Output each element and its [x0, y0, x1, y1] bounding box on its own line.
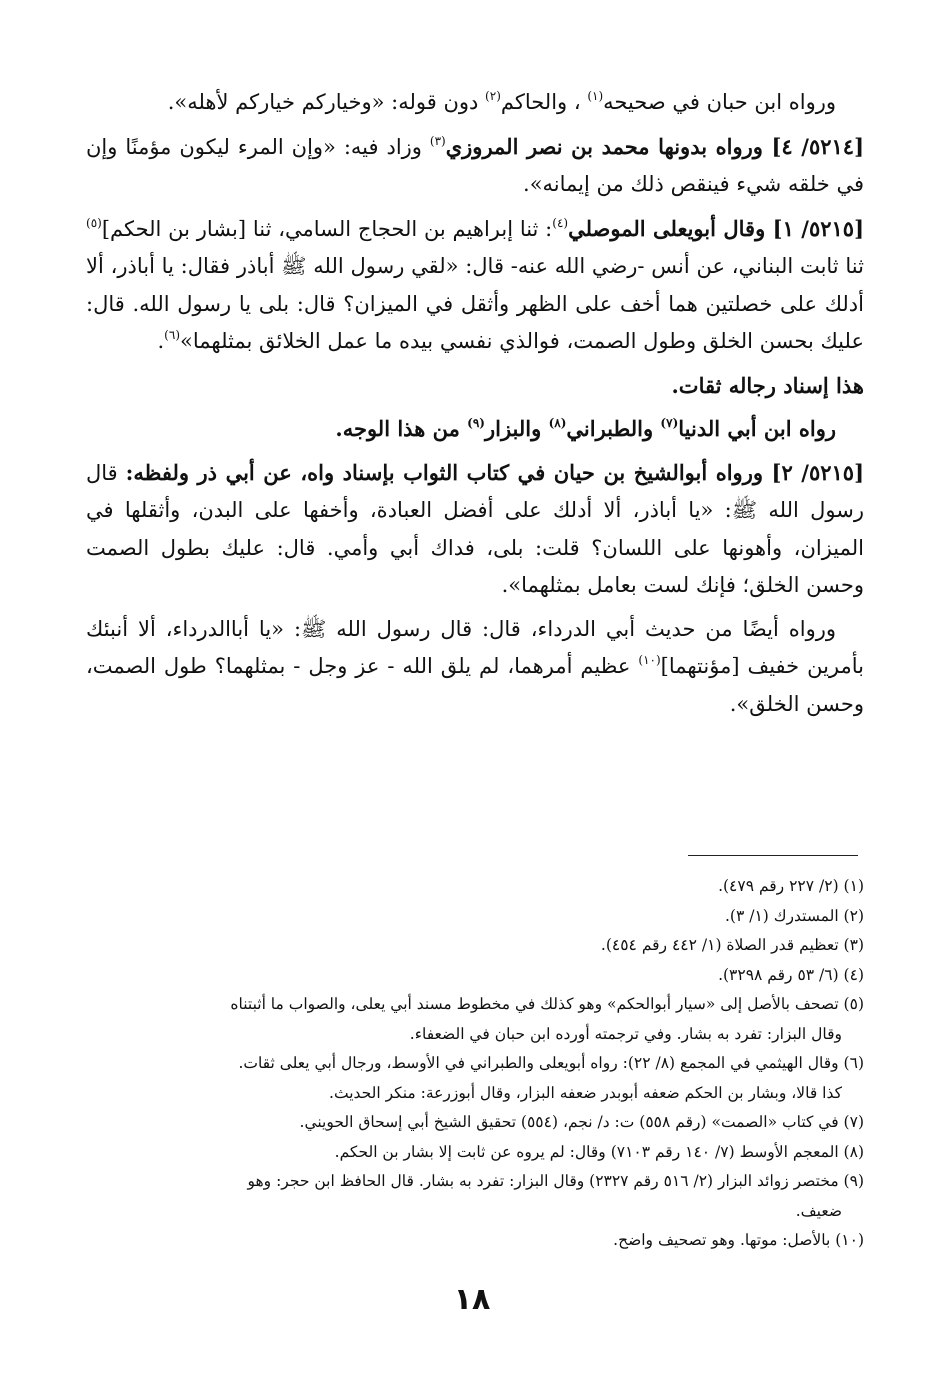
footnote-ref-9[interactable]: (٩)	[467, 416, 485, 430]
page-body	[86, 84, 864, 723]
footnote-separator	[688, 855, 858, 856]
footnote-ref-8[interactable]: (٨)	[548, 416, 567, 430]
paragraph-4-grading: هذا إسناد رجاله ثقات.	[671, 372, 864, 398]
footnote-ref-5[interactable]: (٥)	[86, 215, 102, 230]
footnote-6-continued: كذا قالا، وبشار بن الحكم ضعفه أبوبدر ضعفه البزار، وقال أبوزرعة: منكر الحديث.	[329, 1083, 842, 1102]
page-number: ١٨	[453, 1282, 491, 1317]
footnote-9: (٩) مختصر زوائد البزار (٢/ ٥١٦ رقم ٢٣٢٧) وقال البزار: تفرد به بشار. قال الحافظ ابن حجر: وهو	[247, 1172, 864, 1190]
footnote-4: (٤) (٦/ ٥٣ رقم ٣٢٩٨).	[718, 965, 864, 984]
footnote-ref-3[interactable]: (٣)	[429, 133, 446, 148]
footnote-3: (٣) تعظيم قدر الصلاة (١/ ٤٤٢ رقم ٤٥٤).	[600, 936, 864, 954]
paragraph-1: ورواه ابن حبان في صحيحه$^{(١)}$ ، والحاكم$^{(٢)}$ دون قوله: «وخياركم خياركم لأهله».	[167, 89, 836, 114]
footnotes	[86, 872, 864, 1256]
paragraph-7: ورواه أيضًا من حديث أبي الدرداء، قال: قال رسول الله ﷺ: «يا أباالدرداء، ألا أنبئك بأمرين خفيف [مؤنتهما]$^{(١٠)}$ عظيم أمرهما، لم يلق الله - عز وجل - بمثلهما؟ طول الصمت، وحسن الخلق».	[86, 616, 865, 716]
footnote-5: (٥) تصحف بالأصل إلى «سيار أبوالحكم» وهو كذلك في مخطوط مسند أبي يعلى، والصواب ما أثبتناه	[230, 995, 864, 1013]
footnote-8: (٨) المعجم الأوسط (٧/ ١٤٠ رقم ٧١٠٣) وقال: لم يروه عن ثابت إلا بشار بن الحكم.	[334, 1142, 864, 1161]
footnote-ref-6[interactable]: (٦)	[164, 328, 180, 342]
paragraph-5: رواه ابن أبي الدنيا$^{(٧)}$ والطبراني$^{(٨)}$ والبزار$^{(٩)}$ من هذا الوجه.	[335, 416, 836, 441]
paragraph-3: [٥٢١٥/ ١] وقال أبويعلى الموصلي$^{(٤)}$: ثنا إبراهيم بن الحجاج السامي، ثنا [بشار بن الحكم]$^{(٥)}$ ثنا ثابت البناني، عن أنس -رضي الله عنه- قال: «لقي رسول الله ﷺ أباذر فقال: يا أباذر، ألا أدلك على خصلتين هما أخف على الظهر وأثقل في الميزان؟ قال: بلى يا رسول الله. قال: عليك بحسن الخلق وطول الصمت، فوالذي نفسي بيده ما عمل الخلائق بمثلهما»$^{(٦)}$.	[86, 215, 864, 353]
footnote-ref-7[interactable]: (٧)	[660, 416, 679, 430]
footnote-6: (٦) وقال الهيثمي في المجمع (٨/ ٢٢): رواه أبويعلى والطبراني في الأوسط، ورجال أبي يعلى ثقات.	[238, 1054, 864, 1072]
hadith-ref: [٥٢١٥/ ١] وقال أبويعلى الموصلي	[568, 215, 864, 241]
paragraph-2: [٥٢١٤/ ٤] ورواه بدونها محمد بن نصر المروزي$^{(٣)}$ وزاد فيه: «وإن المرء ليكون مؤمنًا وإن في خلقه شيء فينقص ذلك من إيمانه».	[86, 133, 864, 196]
footnote-10: (١٠) بالأصل: موتها. وهو تصحيف واضح.	[613, 1231, 864, 1249]
footnote-ref-1[interactable]: (١)	[587, 89, 604, 103]
footnote-2: (٢) المستدرك (١/ ٣).	[724, 906, 864, 925]
footnote-1: (١) (٢/ ٢٢٧ رقم ٤٧٩).	[718, 877, 864, 895]
footnote-5-continued: وقال البزار: تفرد به بشار. وفي ترجمته أورده ابن حبان في الضعفاء.	[409, 1024, 842, 1043]
hadith-ref: [٥٢١٤/ ٤] ورواه بدونها محمد بن نصر المروزي	[445, 133, 864, 159]
footnote-ref-10[interactable]: (١٠)	[638, 653, 661, 667]
footnote-ref-4[interactable]: (٤)	[552, 215, 569, 230]
footnote-9-continued: ضعيف.	[795, 1201, 842, 1220]
hadith-ref: [٥٢١٥/ ٢] ورواه أبوالشيخ بن حيان في كتاب الثواب بإسناد واه، عن أبي ذر ولفظه:	[125, 459, 865, 485]
paragraph-6: [٥٢١٥/ ٢] ورواه أبوالشيخ بن حيان في كتاب الثواب بإسناد واه، عن أبي ذر ولفظه: قال رسول الله ﷺ: «يا أباذر، ألا أدلك على أفضل العبادة، وأخفها على البدن، وأثقلها في الميزان، وأهونها على اللسان؟ قلت: بلى، فداك أبي وأمي. قال: عليك بطول الصمت وحسن الخلق؛ فإنك لست بعامل بمثلهما».	[86, 459, 865, 597]
footnote-ref-2[interactable]: (٢)	[485, 89, 501, 103]
footnote-7: (٧) في كتاب «الصمت» (رقم ٥٥٨) ت: د/ نجم، (٥٥٤) تحقيق الشيخ أبي إسحاق الحويني.	[299, 1113, 864, 1131]
